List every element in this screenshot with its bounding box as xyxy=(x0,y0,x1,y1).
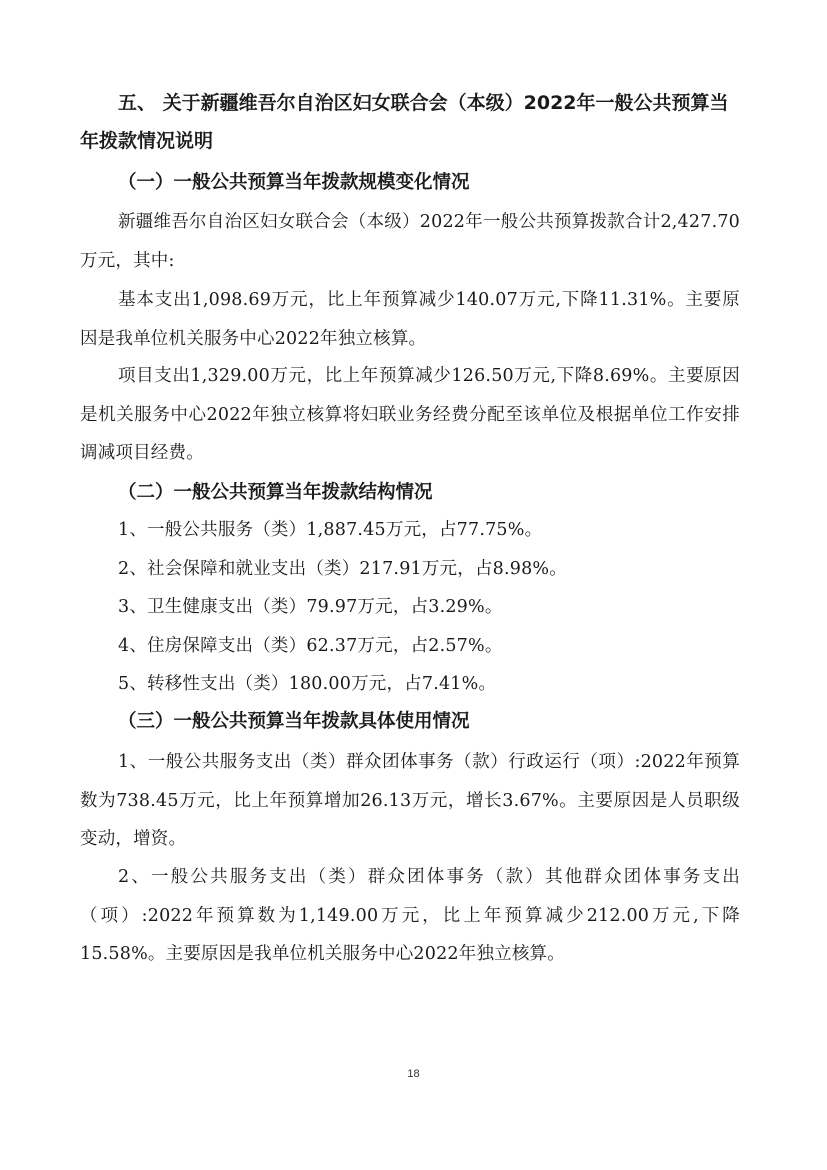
paragraph-project-expenditure: 项目支出1,329.00万元，比上年预算减少126.50万元,下降8.69%。主要原因是机关服务中心2022年独立核算将妇联业务经费分配至该单位及根据单位工作安排调减项目经费。 xyxy=(80,366,740,463)
structure-item: 4、住房保障支出（类）62.37万元，占2.57%。 xyxy=(118,636,503,656)
structure-item: 2、社会保障和就业支出（类）217.91万元，占8.98%。 xyxy=(118,559,567,579)
paragraph-admin-operation: 1、一般公共服务支出（类）群众团体事务（款）行政运行（项）:2022年预算数为738.45万元，比上年预算增加26.13万元，增长3.67%。主要原因是人员职级变动，增资。 xyxy=(80,752,740,849)
section-number: 五、 xyxy=(118,92,157,114)
section-title xyxy=(80,84,740,160)
subsection-2-title: （二）一般公共预算当年拨款结构情况 xyxy=(118,482,433,503)
section-title-text: 关于新疆维吾尔自治区妇女联合会（本级）2022年一般公共预算当年拨款情况说明 xyxy=(80,92,729,152)
structure-item: 1、一般公共服务（类）1,887.45万元，占77.75%。 xyxy=(118,520,543,540)
subsection-3-title: （三）一般公共预算当年拨款具体使用情况 xyxy=(118,711,470,732)
page-number: 18 xyxy=(407,1068,420,1080)
structure-item: 5、转移性支出（类）180.00万元，占7.41%。 xyxy=(118,674,497,694)
paragraph-other-group-affairs: 2、一般公共服务支出（类）群众团体事务（款）其他群众团体事务支出（项）:2022年预算数为1,149.00万元，比上年预算减少212.00万元,下降15.58%。主要原因是我单位机关服务中心2022年独立核算。 xyxy=(80,867,740,964)
subsection-1-title: （一）一般公共预算当年拨款规模变化情况 xyxy=(118,172,470,193)
paragraph-basic-expenditure: 基本支出1,098.69万元，比上年预算减少140.07万元,下降11.31%。主要原因是我单位机关服务中心2022年独立核算。 xyxy=(80,290,740,349)
structure-item: 3、卫生健康支出（类）79.97万元，占3.29%。 xyxy=(118,597,503,617)
paragraph-total-appropriation: 新疆维吾尔自治区妇女联合会（本级）2022年一般公共预算拨款合计2,427.70万元，其中: xyxy=(80,212,740,271)
